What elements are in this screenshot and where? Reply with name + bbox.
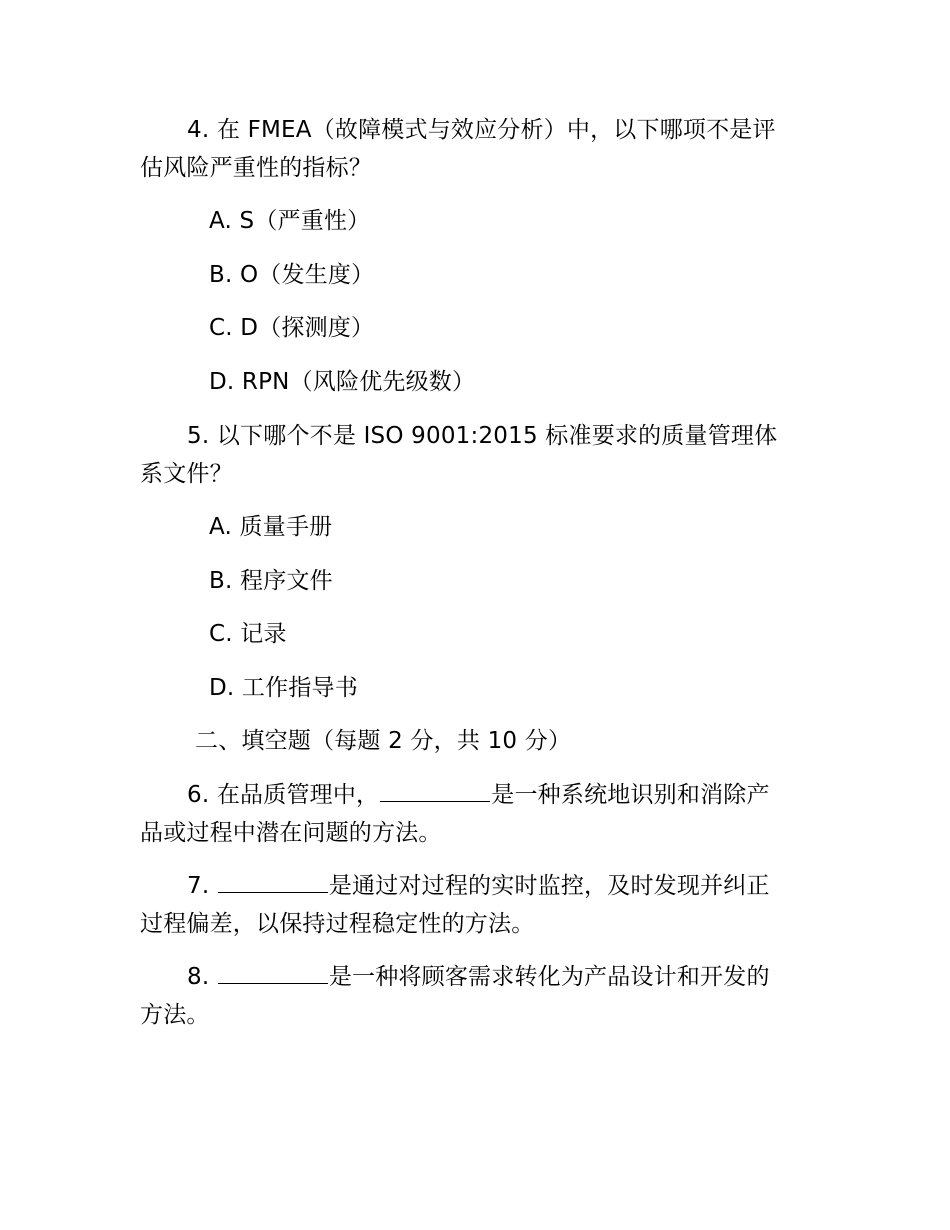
question-4-option-a: A. S（严重性）	[209, 208, 371, 234]
question-5-option-c: C. 记录	[209, 621, 287, 647]
question-6-suffix: 是一种系统地识别和消除产	[491, 782, 770, 808]
question-6-prefix: 6. 在品质管理中，	[187, 782, 380, 808]
question-5-line-1: 5. 以下哪个不是 ISO 9001:2015 标准要求的质量管理体	[187, 423, 778, 449]
question-6-line-2: 品或过程中潜在问题的方法。	[140, 820, 442, 846]
question-6-blank	[380, 781, 490, 802]
question-4-option-d: D. RPN（风险优先级数）	[209, 369, 476, 395]
question-7-line-2: 过程偏差，以保持过程稳定性的方法。	[140, 911, 535, 937]
question-7-prefix: 7.	[187, 873, 217, 899]
section-2-title: 二、填空题（每题 2 分，共 10 分）	[195, 728, 572, 754]
question-4-option-c: C. D（探测度）	[209, 315, 375, 341]
question-8-line-2: 方法。	[140, 1002, 210, 1028]
question-4-option-b: B. O（发生度）	[209, 262, 375, 288]
question-8-suffix: 是一种将顾客需求转化为产品设计和开发的	[328, 964, 770, 990]
question-4-line-1: 4. 在 FMEA（故障模式与效应分析）中，以下哪项不是评	[187, 117, 776, 143]
question-5-option-a: A. 质量手册	[209, 514, 333, 540]
question-8-prefix: 8.	[187, 964, 217, 990]
question-5-option-b: B. 程序文件	[209, 568, 333, 594]
question-7-line-1	[187, 867, 770, 905]
question-5-option-d: D. 工作指导书	[209, 675, 358, 701]
question-8-blank	[218, 963, 328, 984]
question-7-blank	[218, 872, 328, 893]
question-7-suffix: 是通过对过程的实时监控，及时发现并纠正	[328, 873, 770, 899]
question-6-line-1	[187, 776, 770, 814]
question-5-line-2: 系文件？	[140, 461, 233, 487]
question-4-line-2: 估风险严重性的指标？	[140, 155, 372, 181]
question-8-line-1	[187, 958, 770, 996]
